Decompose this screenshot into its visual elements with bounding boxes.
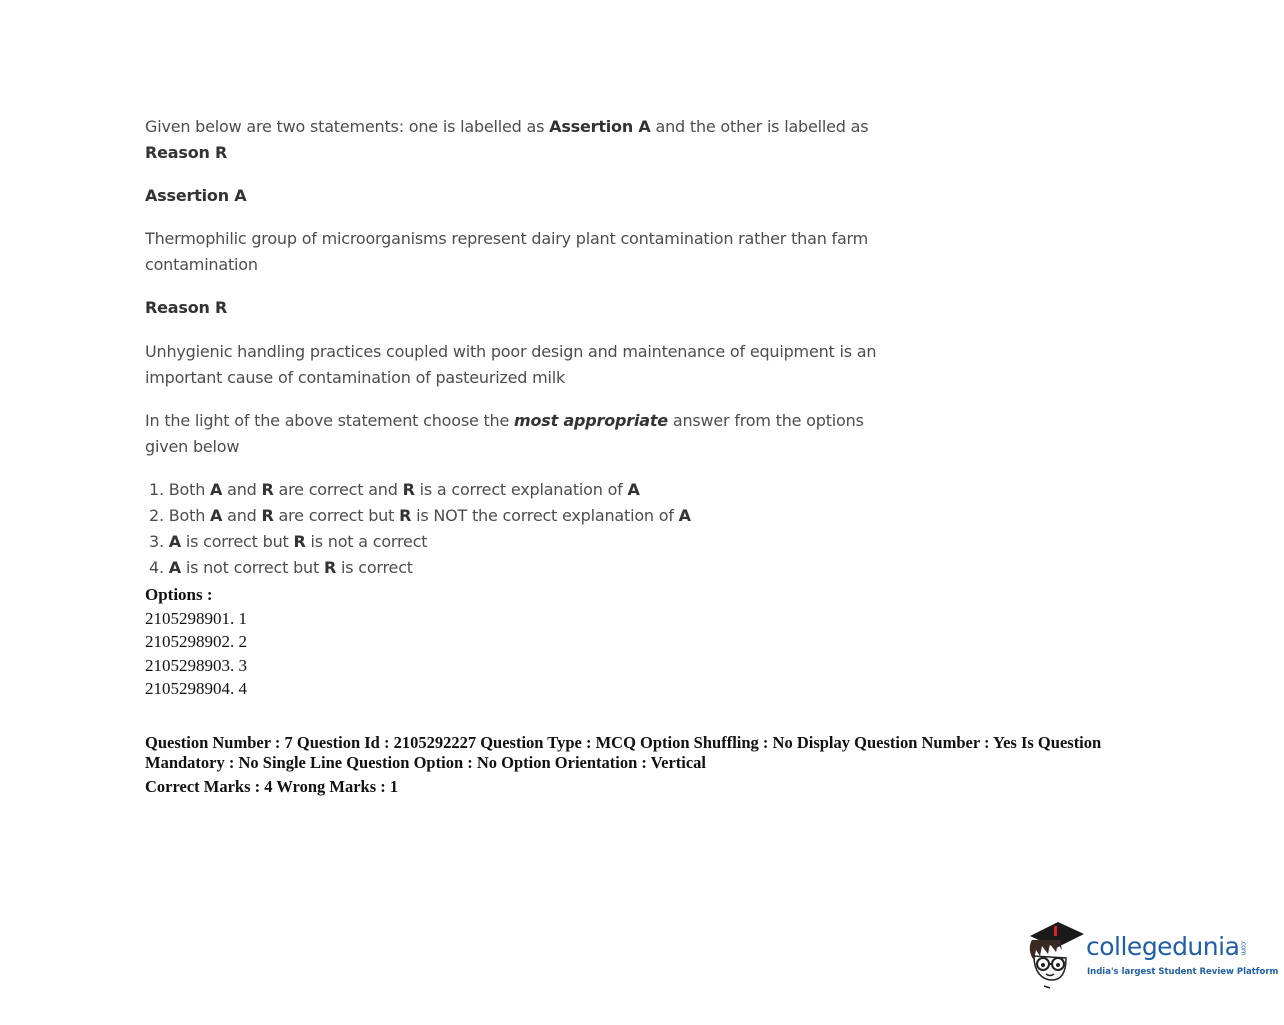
- question-intro: [145, 114, 945, 166]
- assertion-heading: Assertion A: [145, 186, 247, 205]
- logo-suffix: .com: [1239, 940, 1248, 956]
- question-meta: [145, 733, 1205, 797]
- choice-text: are correct but: [273, 506, 400, 525]
- choice-bold: R: [261, 480, 274, 499]
- choice-bold: A: [210, 480, 223, 499]
- option-item: 2105298904. 4: [145, 679, 247, 698]
- assertion-line1: Thermophilic group of microorganisms represent dairy plant contamination rather than farm: [145, 229, 869, 248]
- options-block: [145, 583, 247, 701]
- reason-line2: important cause of contamination of pasteurized milk: [145, 368, 566, 387]
- intro-assertion-label: Assertion A: [549, 117, 651, 136]
- choice-bold: A: [168, 532, 181, 551]
- choice-text: are correct and: [273, 480, 403, 499]
- choice-bold: A: [678, 506, 691, 525]
- collegedunia-logo: [1022, 920, 1279, 990]
- instruction-post: answer from the options: [667, 411, 864, 430]
- choice-list: [149, 477, 849, 581]
- choice-text: and: [222, 506, 262, 525]
- logo-wordmark: [1086, 932, 1247, 961]
- options-heading: Options :: [145, 585, 213, 604]
- assertion-line2: contamination: [145, 255, 258, 274]
- choice-bold: R: [261, 506, 274, 525]
- choice-bold: R: [402, 480, 415, 499]
- choice-text: is a correct explanation of: [414, 480, 628, 499]
- choice-text: is not a correct: [305, 532, 428, 551]
- choice-bold: R: [399, 506, 412, 525]
- choice-text: is not correct but: [180, 558, 324, 577]
- assertion-text: [145, 226, 945, 278]
- choice-number: 1.: [149, 480, 164, 499]
- choice-bold: R: [293, 532, 306, 551]
- choice-text: is NOT the correct explanation of: [411, 506, 679, 525]
- choice-item: [149, 503, 849, 529]
- instruction-line2: given below: [145, 437, 240, 456]
- reason-text: [145, 339, 945, 391]
- meta-line2: Mandatory : No Single Line Question Option : No Option Orientation : Vertical: [145, 753, 707, 772]
- choice-text: Both: [168, 480, 211, 499]
- reason-line1: Unhygienic handling practices coupled with poor design and maintenance of equipment is an: [145, 342, 877, 361]
- option-item: 2105298901. 1: [145, 608, 247, 628]
- choice-text: and: [222, 480, 262, 499]
- instruction-pre: In the light of the above statement choose the: [145, 411, 515, 430]
- choice-number: 3.: [149, 532, 164, 551]
- choice-text: is correct but: [180, 532, 294, 551]
- choice-bold: A: [210, 506, 223, 525]
- intro-text: Given below are two statements: one is labelled as: [145, 117, 550, 136]
- choice-number: 2.: [149, 506, 164, 525]
- choice-number: 4.: [149, 558, 164, 577]
- intro-text-mid: and the other is labelled as: [650, 117, 869, 136]
- mascot-icon: [1022, 920, 1086, 990]
- option-item: 2105298903. 3: [145, 655, 247, 675]
- instruction-emphasis: most appropriate: [514, 411, 668, 430]
- choice-item: [149, 529, 849, 555]
- choice-text: Both: [168, 506, 211, 525]
- instruction-text: [145, 408, 945, 460]
- choice-bold: R: [323, 558, 337, 577]
- choice-bold: A: [627, 480, 640, 499]
- meta-line3: Correct Marks : 4 Wrong Marks : 1: [145, 777, 399, 796]
- choice-bold: A: [168, 558, 181, 577]
- logo-tagline: India's largest Student Review Platform: [1087, 967, 1279, 977]
- reason-heading: Reason R: [145, 298, 228, 317]
- logo-name: collegedunia: [1086, 932, 1240, 961]
- intro-reason-label: Reason R: [145, 143, 228, 162]
- option-item: 2105298902. 2: [145, 632, 247, 651]
- choice-item: [149, 555, 849, 581]
- choice-item: [149, 477, 849, 503]
- choice-text: is correct: [336, 558, 413, 577]
- meta-line1: Question Number : 7 Question Id : 2105292227 Question Type : MCQ Option Shuffling : No Display Question Number : Yes Is Question: [145, 733, 1102, 752]
